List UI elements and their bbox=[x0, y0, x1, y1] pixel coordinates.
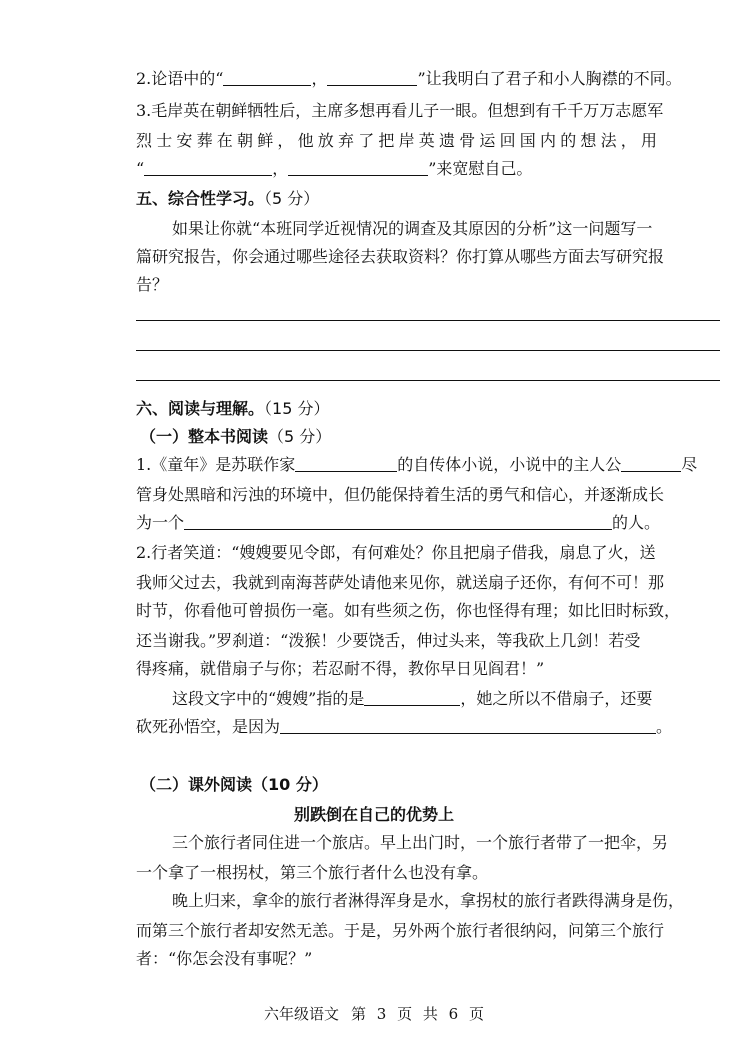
s6-q1-line3-a: 为一个 bbox=[136, 513, 185, 532]
section-5-line-1: 如果让你就“本班同学近视情况的调查及其原因的分析”这一问题写一 bbox=[172, 219, 653, 238]
section-6-points: （15 分） bbox=[264, 399, 330, 418]
q3-suffix: ”来宽慰自己。 bbox=[428, 159, 533, 178]
q2-sep: ， bbox=[311, 69, 328, 88]
section-5-title: 五、综合性学习。 bbox=[136, 189, 265, 208]
subsection-2-title: （二）课外阅读 bbox=[140, 775, 253, 794]
s6-q2-ask-line-2 bbox=[136, 716, 672, 738]
q3-open-quote: “ bbox=[136, 159, 145, 178]
s6-q2-line-2: 我师父过去，我就到南海菩萨处请他来见你，就送扇子还你，有何不可！那 bbox=[136, 573, 665, 592]
question-3-line-1: 3.毛岸英在朝鲜牺牲后，主席多想再看儿子一眼。但想到有千千万万志愿军 bbox=[136, 101, 664, 120]
s6-q2-ask2-b: 。 bbox=[656, 717, 673, 736]
s6-q2-line-1: 2.行者笑道：“嫂嫂要见令郎，有何难处？你且把扇子借我，扇息了火，送 bbox=[136, 543, 656, 562]
question-3-line-2: 烈士安葬在朝鲜，他放弃了把岸英遗骨运回国内的想法，用 bbox=[136, 131, 662, 150]
s6-q2-ask2-a: 砍死孙悟空，是因为 bbox=[136, 717, 281, 736]
subsection-1-title: （一）整本书阅读 bbox=[140, 427, 269, 446]
article-p2-line-3: 者：“你怎会没有事呢？” bbox=[136, 949, 313, 968]
s6-q1-line-3 bbox=[136, 512, 660, 534]
section-5-line-2: 篇研究报告，你会通过哪些途径去获取资料？你打算从哪些方面去写研究报 bbox=[136, 247, 665, 266]
s6-q2-ask1-b: ，她之所以不借扇子，还要 bbox=[460, 689, 653, 708]
footer-subject: 六年级语文 bbox=[264, 1005, 340, 1023]
article-p2-line-2: 而第三个旅行者却安然无恙。于是，另外两个旅行者很纳闷，问第三个旅行 bbox=[136, 921, 665, 940]
q3-answer-blank-2[interactable] bbox=[288, 159, 428, 176]
s6-q1-part-a: 1.《童年》是苏联作家 bbox=[136, 455, 296, 474]
s6-q1-blank-person[interactable] bbox=[184, 513, 612, 530]
article-p2-line-1: 晚上归来，拿伞的旅行者淋得浑身是水，拿拐杖的旅行者跌得满身是伤， bbox=[172, 891, 685, 910]
s6-q1-line-2: 管身处黑暗和污浊的环境中，但仍能保持着生活的勇气和信心，并逐渐成长 bbox=[136, 485, 665, 504]
section-5-points: （5 分） bbox=[264, 189, 320, 208]
page-footer bbox=[0, 1004, 748, 1024]
s6-q1-part-b: 的自传体小说，小说中的主人公 bbox=[397, 455, 622, 474]
s6-q1-line3-b: 的人。 bbox=[612, 513, 661, 532]
q3-sep: ， bbox=[272, 159, 289, 178]
s6-q2-line-3: 时节，你看他可曾损伤一毫。如有些须之伤，你也怪得有理；如比旧时标致， bbox=[136, 601, 681, 620]
subsection-1-points: （5 分） bbox=[268, 427, 332, 446]
answer-line-1[interactable] bbox=[136, 320, 720, 321]
q2-answer-blank-1[interactable] bbox=[223, 69, 311, 86]
s6-q2-blank-who[interactable] bbox=[364, 689, 460, 706]
section-5-heading bbox=[136, 188, 319, 210]
q2-prefix: 2.论语中的“ bbox=[136, 69, 224, 88]
s6-q1-part-c: 尽 bbox=[681, 455, 698, 474]
s6-q2-line-5: 得疼痛，就借扇子与你；若忍耐不得，教你早日见阎君！” bbox=[136, 659, 545, 678]
subsection-2-points: （10 分） bbox=[252, 775, 328, 794]
answer-line-3[interactable] bbox=[136, 380, 720, 381]
subsection-2-heading bbox=[140, 774, 328, 796]
question-2-line bbox=[136, 68, 682, 90]
s6-q1-blank-author[interactable] bbox=[295, 455, 397, 472]
question-3-line-3 bbox=[136, 158, 532, 180]
s6-q2-line-4: 还当谢我。”罗刹道：“泼猴！少要饶舌，伸过头来，等我砍上几剑！若受 bbox=[136, 631, 641, 650]
q3-answer-blank-1[interactable] bbox=[144, 159, 272, 176]
s6-q2-blank-reason[interactable] bbox=[280, 717, 656, 734]
s6-q1-blank-hero[interactable] bbox=[621, 455, 681, 472]
s6-q1-line-1 bbox=[136, 454, 697, 476]
section-5-line-3: 告？ bbox=[136, 275, 169, 294]
answer-line-2[interactable] bbox=[136, 350, 720, 351]
subsection-1-heading bbox=[140, 426, 331, 448]
s6-q2-ask1-a: 这段文字中的“嫂嫂”指的是 bbox=[172, 689, 365, 708]
article-p1-line-2: 一个拿了一根拐杖，第三个旅行者什么也没有拿。 bbox=[136, 863, 489, 882]
q2-suffix: ”让我明白了君子和小人胸襟的不同。 bbox=[417, 69, 682, 88]
q2-answer-blank-2[interactable] bbox=[327, 69, 417, 86]
s6-q2-ask-line-1 bbox=[172, 688, 652, 710]
article-p1-line-1: 三个旅行者同住进一个旅店。早上出门时，一个旅行者带了一把伞，另 bbox=[172, 833, 669, 852]
footer-page-number: 第 3 页 共 6 页 bbox=[351, 1005, 484, 1023]
section-6-title: 六、阅读与理解。 bbox=[136, 399, 265, 418]
section-6-heading bbox=[136, 398, 329, 420]
article-title: 别跌倒在自己的优势上 bbox=[293, 805, 454, 824]
